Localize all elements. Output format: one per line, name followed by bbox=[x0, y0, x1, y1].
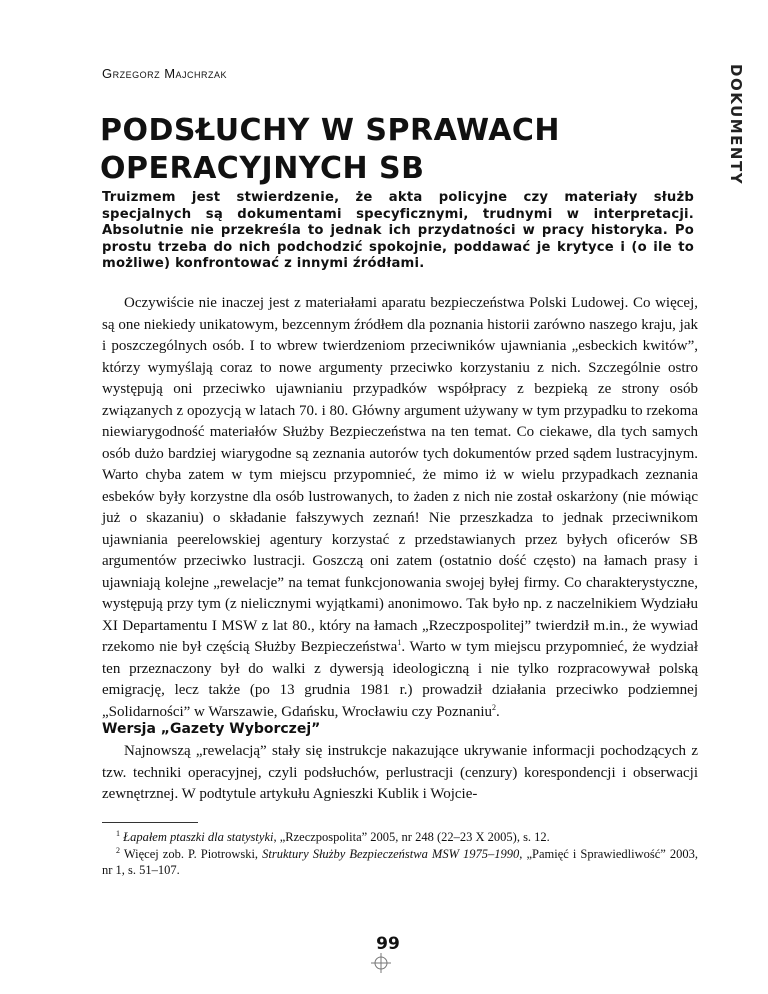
section-paragraph: Najnowszą „rewelacją” stały się instrukcje nakazujące ukrywanie informacji pochodzących z tzw. techniki operacyjnej, czyli podsłuchów, perlustracji (cenzury) korespondencji i obserwacji zewnętrznej. W podtytule artykułu Agnieszki Kublik i Wojcie- bbox=[102, 743, 698, 802]
footnote-1-title: Łapałem ptaszki dla statystyki bbox=[123, 830, 274, 844]
registration-mark-icon bbox=[370, 952, 392, 974]
footnote-ref-2[interactable]: 2 bbox=[492, 702, 497, 712]
footnote-2-title: Struktury Służby Bezpieczeństwa MSW 1975–1990 bbox=[262, 846, 520, 861]
footnote-2 bbox=[102, 846, 698, 879]
footnotes bbox=[102, 829, 698, 879]
section-heading: Wersja „Gazety Wyborczej” bbox=[102, 721, 321, 737]
footnote-divider bbox=[102, 822, 198, 823]
footnote-ref-1[interactable]: 1 bbox=[397, 638, 402, 647]
footnote-2-number: 2 bbox=[116, 845, 120, 855]
body-paragraph bbox=[102, 293, 698, 723]
body-text-part1: Oczywiście nie inaczej jest z materiałami aparatu bezpieczeństwa Polski Ludowej. Co więcej, są one niekiedy unikatowym, bezcennym źródłem dla poznania historii zarówno naszego kraju, jak i poszczególnych osób. I to wbrew twierdzeniom przeciwników ujawniania „esbeckich kwitów”, którzy wymyślają coraz to nowe argumenty przeciwko korzystaniu z nich. Szczególnie ostro występują oni przeciwko ujawnianiu przypadków współpracy z bezpieką ze strony osób związanych z opozycją w latach 70. i 80. Główny argument używany w tym przypadku to rzekoma niewiarygodność materiałów Służby Bezpieczeństwa na ten temat. Co ciekawe, dla tych samych osób dużo bardziej wiarygodne są zeznania autorów tych dokumentów przed sądem lustracyjnym. Warto chyba zatem w tym miejscu przypomnieć, że mimo iż w wielu przypadkach zeznania esbeków były korzystne dla osób lustrowanych, to żaden z nich nie został oskarżony (nie mówiąc już o skazaniu) o składanie fałszywych zeznań! Nie przeszkadza to jednak przeciwnikom ujawniania peerelowskiej agentury korzystać z przedstawianych przez byłych oficerów SB argumentów przeciwko lustracji. Goszczą oni zatem (ostatnio dość często) na łamach prasy i ujawniają kolejne „rewelacje” na temat funkcjonowania swojej byłej firmy. Co charakterystyczne, występują przy tym (z nielicznymi wyjątkami) anonimowo. Tak było np. z naczelnikiem Wydziału XI Departamentu I MSW z lat 80., który na łamach „Rzeczpospolitej” twierdził m.in., że wywiad rzekomo nie był częścią Służby Bezpieczeństwa bbox=[102, 295, 698, 655]
footnote-2-text: , „Pamięć i Sprawiedliwość” 2003, nr 1, s. 51–107. bbox=[102, 846, 698, 877]
footnote-1 bbox=[102, 829, 698, 846]
footnote-1-number: 1 bbox=[116, 828, 120, 838]
footnote-1-text: , „Rzeczpospolita” 2005, nr 248 (22–23 X 2005), s. 12. bbox=[273, 830, 550, 844]
body-text-part3: . bbox=[496, 703, 500, 720]
article-title: PODSŁUCHY W SPRAWACH OPERACYJNYCH SB bbox=[100, 113, 561, 186]
page-number: 99 bbox=[376, 934, 400, 954]
author-name: Grzegorz Majchrzak bbox=[102, 66, 228, 81]
footnote-2-pre: Więcej zob. P. Piotrowski, bbox=[120, 846, 263, 861]
lead-paragraph: Truizmem jest stwierdzenie, że akta policyjne czy materiały służb specjalnych są dokumentami specyficznymi, trudnymi w interpretacji. Absolutnie nie przekreśla to jednak ich przydatności w pracy historyka. Po prostu trzeba do nich podchodzić spokojnie, poddawać je krytyce i (o ile to możliwe) konfrontować z innymi źródłami. bbox=[102, 190, 694, 271]
section-side-label bbox=[726, 60, 746, 190]
side-label-text: DOKUMENTY bbox=[727, 64, 745, 186]
body-text-part2: . Warto w tym miejscu przypomnieć, że wydział ten przeznaczony był do walki z dywersją ideologiczną i nie tylko rozpracowywał polską emigrację, lecz także (po 13 grudnia 1981 r.) prowadził działania przeciwko podziemnej „Solidarności” w Warszawie, Gdańsku, Wrocławiu czy Poznaniu bbox=[102, 639, 699, 720]
